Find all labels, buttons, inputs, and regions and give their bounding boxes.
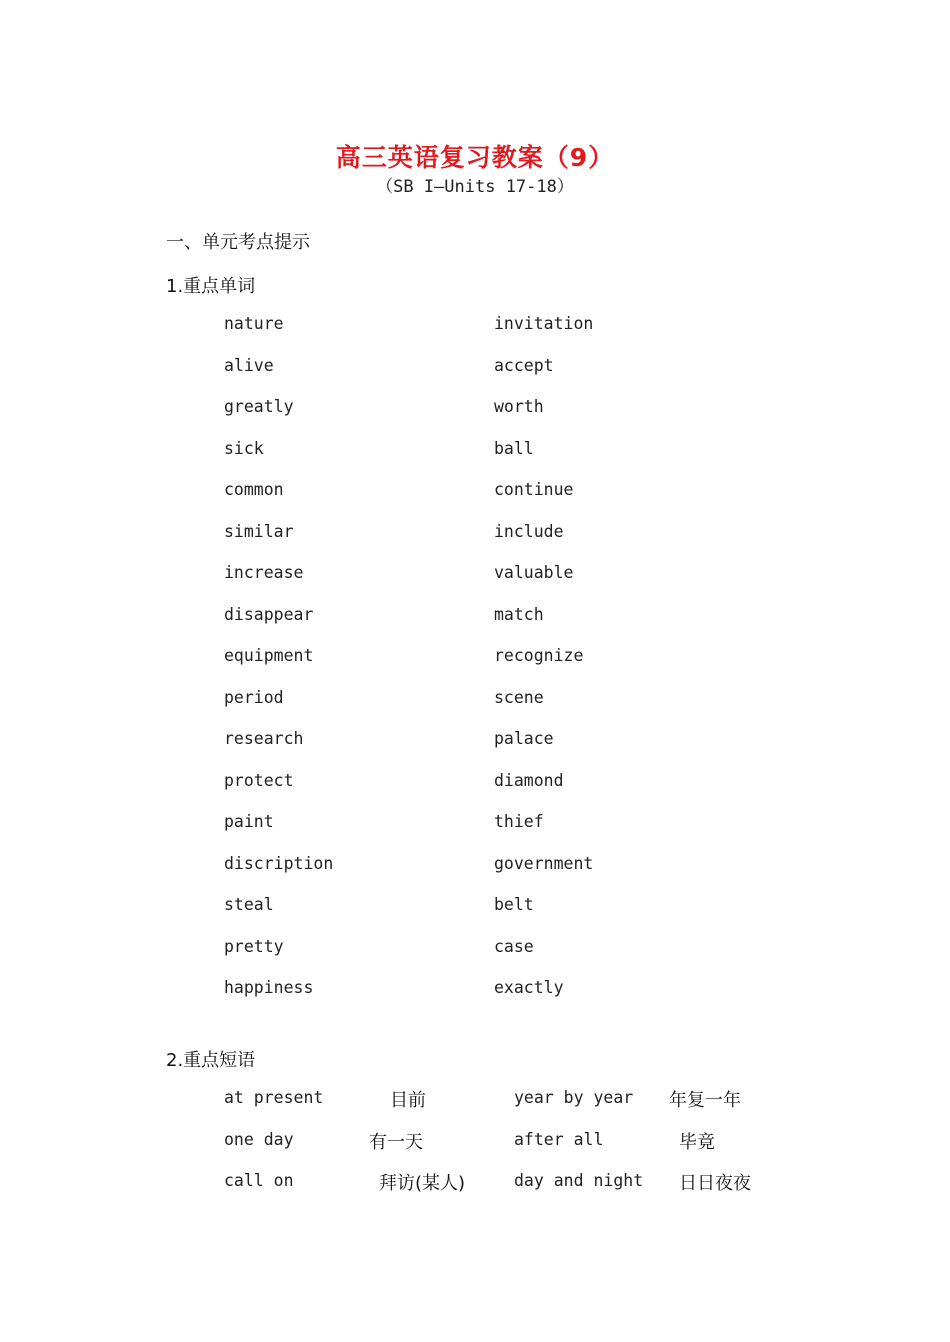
phrases-heading: 2.重点短语 [166, 1050, 256, 1071]
vocab-word-right: ball [494, 438, 534, 458]
vocab-word-right: continue [494, 480, 574, 499]
words-heading: 1.重点单词 [166, 276, 256, 297]
phrase-en: at present [224, 1088, 324, 1107]
vocab-word-left: discription [224, 853, 334, 873]
vocab-word-left: protect [224, 770, 294, 790]
heading-text: 一、单元考点提示 [166, 232, 310, 253]
vocab-word-right: invitation [494, 314, 594, 333]
phrase-cn: 日日夜夜 [679, 1173, 751, 1194]
vocab-word-right: palace [494, 729, 554, 748]
vocab-word-left: steal [224, 895, 274, 914]
vocab-word-right: match [494, 604, 544, 624]
phrase-cn: 毕竟 [679, 1131, 715, 1153]
phrase-en: day and night [514, 1171, 644, 1190]
vocab-word-right: accept [494, 355, 554, 375]
vocab-word-left: similar [224, 521, 294, 541]
vocab-word-right: case [494, 936, 534, 956]
vocab-word-left: paint [224, 812, 274, 831]
phrase-cn: 年复一年 [669, 1090, 741, 1111]
phrase-en: call on [224, 1171, 294, 1190]
vocab-word-right: scene [494, 687, 544, 707]
vocab-word-left: alive [224, 355, 274, 375]
vocab-word-left: nature [224, 314, 284, 333]
vocab-word-right: recognize [494, 646, 584, 665]
vocab-word-right: valuable [494, 563, 574, 582]
vocab-word-right: thief [494, 812, 544, 831]
phrase-en: one day [224, 1129, 294, 1149]
section-heading [166, 228, 310, 254]
phrase-cn: 目前 [390, 1090, 426, 1111]
vocab-word-left: sick [224, 438, 264, 458]
phrase-cn: 拜访(某人) [379, 1173, 466, 1194]
vocab-word-right: exactly [494, 978, 564, 997]
vocab-word-left: equipment [224, 646, 314, 665]
phrase-en: year by year [514, 1088, 634, 1107]
vocab-word-left: greatly [224, 397, 294, 416]
vocab-word-left: happiness [224, 978, 314, 997]
vocab-word-left: research [224, 729, 304, 748]
phrase-en: after all [514, 1129, 604, 1149]
vocab-word-left: disappear [224, 604, 314, 624]
document-title: 高三英语复习教案（9） [335, 143, 615, 172]
document-subtitle: （SB I—Units 17-18） [376, 177, 574, 197]
vocab-word-left: period [224, 687, 284, 707]
vocab-word-right: worth [494, 397, 544, 416]
vocab-word-right: belt [494, 895, 534, 914]
vocab-word-right: include [494, 521, 564, 541]
vocab-word-left: pretty [224, 936, 284, 956]
phrase-cn: 有一天 [369, 1131, 423, 1153]
vocab-word-right: diamond [494, 770, 564, 790]
vocab-word-right: government [494, 853, 594, 873]
vocab-word-left: increase [224, 563, 304, 582]
vocab-word-left: common [224, 480, 284, 499]
